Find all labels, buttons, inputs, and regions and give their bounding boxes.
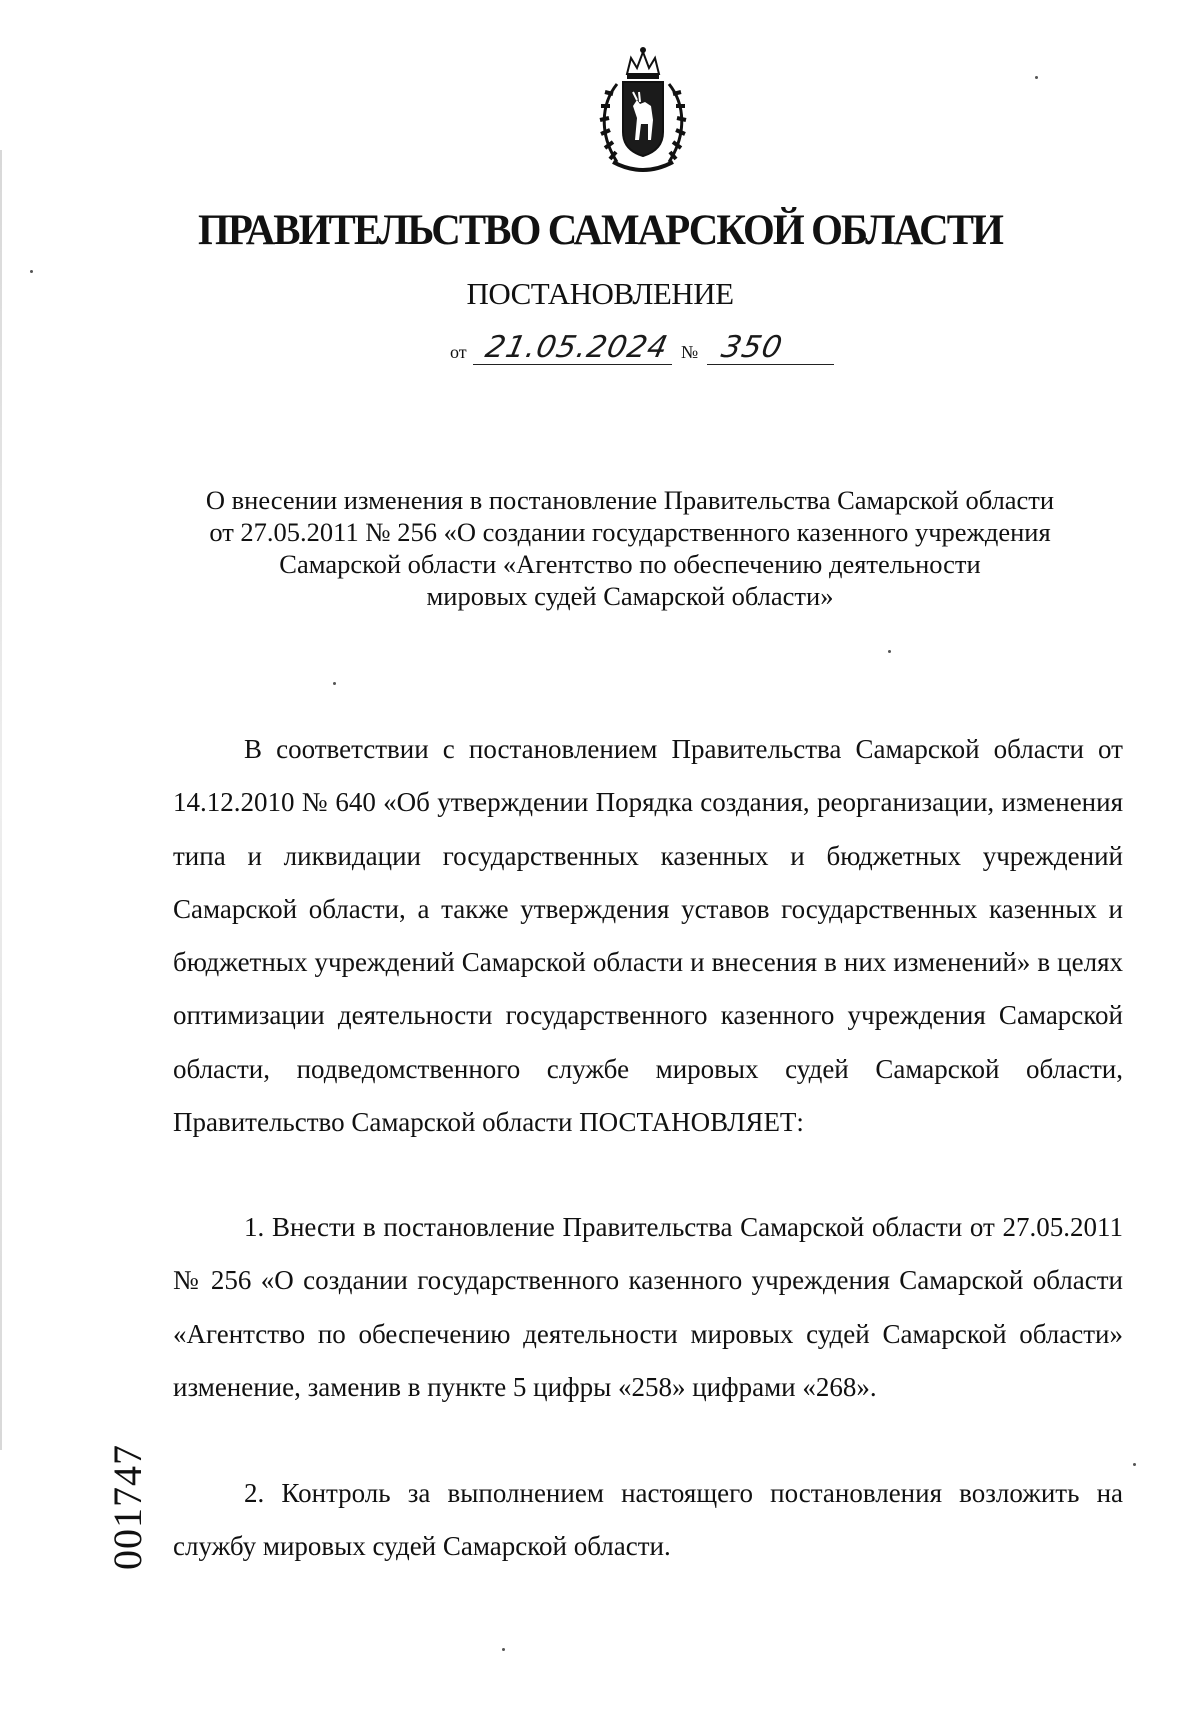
date-prefix: от xyxy=(450,342,467,362)
subject-line: мировых судей Самарской области» xyxy=(426,581,834,611)
item-1-paragraph: 1. Внести в постановление Правительства Самарской области от 27.05.2011 № 256 «О создании государственного казенного учреждения Самарской области «Агентство по обеспечению деятельности мировых судей Самарской области» изменение, заменив в пункте 5 цифры «258» цифрами «268». xyxy=(173,1212,1123,1402)
scan-speck xyxy=(1035,76,1038,79)
document-type: ПОСТАНОВЛЕНИЕ xyxy=(466,276,734,311)
government-title: ПРАВИТЕЛЬСТВО САМАРСКОЙ ОБЛАСТИ xyxy=(197,207,1003,254)
scan-speck xyxy=(333,682,336,685)
handwritten-number: 350 xyxy=(718,330,786,365)
document-subject xyxy=(150,484,1110,612)
subject-line: Самарской области «Агентство по обеспечению деятельности xyxy=(279,549,981,579)
registration-line xyxy=(450,326,850,366)
subject-line: О внесении изменения в постановление Правительства Самарской области xyxy=(205,485,1055,515)
scan-speck xyxy=(1133,1463,1136,1466)
scan-speck xyxy=(888,650,891,653)
preamble-paragraph: В соответствии с постановлением Правительства Самарской области от 14.12.2010 № 640 «Об утверждении Порядка создания, реорганизации, изменения типа и ликвидации государственных казенных и бюджетных учреждений Самарской области, а также утверждения уставов государственных казенных и бюджетных учреждений Самарской области и внесения в них изменений» в целях оптимизации деятельности государственного казенного учреждения Самарской области, подведомственного службе мировых судей Самарской области, Правительство Самарской области ПОСТАНОВЛЯЕТ: xyxy=(173,734,1123,1138)
handwritten-date: 21.05.2024 xyxy=(482,330,672,365)
item-2-paragraph: 2. Контроль за выполнением настоящего постановления возложить на службу мировых судей Самарской области. xyxy=(173,1478,1123,1562)
margin-serial-number: 001747 xyxy=(105,1444,150,1570)
scan-speck xyxy=(30,270,33,273)
scan-edge xyxy=(0,150,2,1450)
number-prefix: № xyxy=(681,342,699,362)
subject-line: от 27.05.2011 № 256 «О создании государственного казенного учреждения xyxy=(209,517,1051,547)
scan-speck xyxy=(502,1648,505,1651)
samara-coat-of-arms-icon xyxy=(583,44,703,178)
